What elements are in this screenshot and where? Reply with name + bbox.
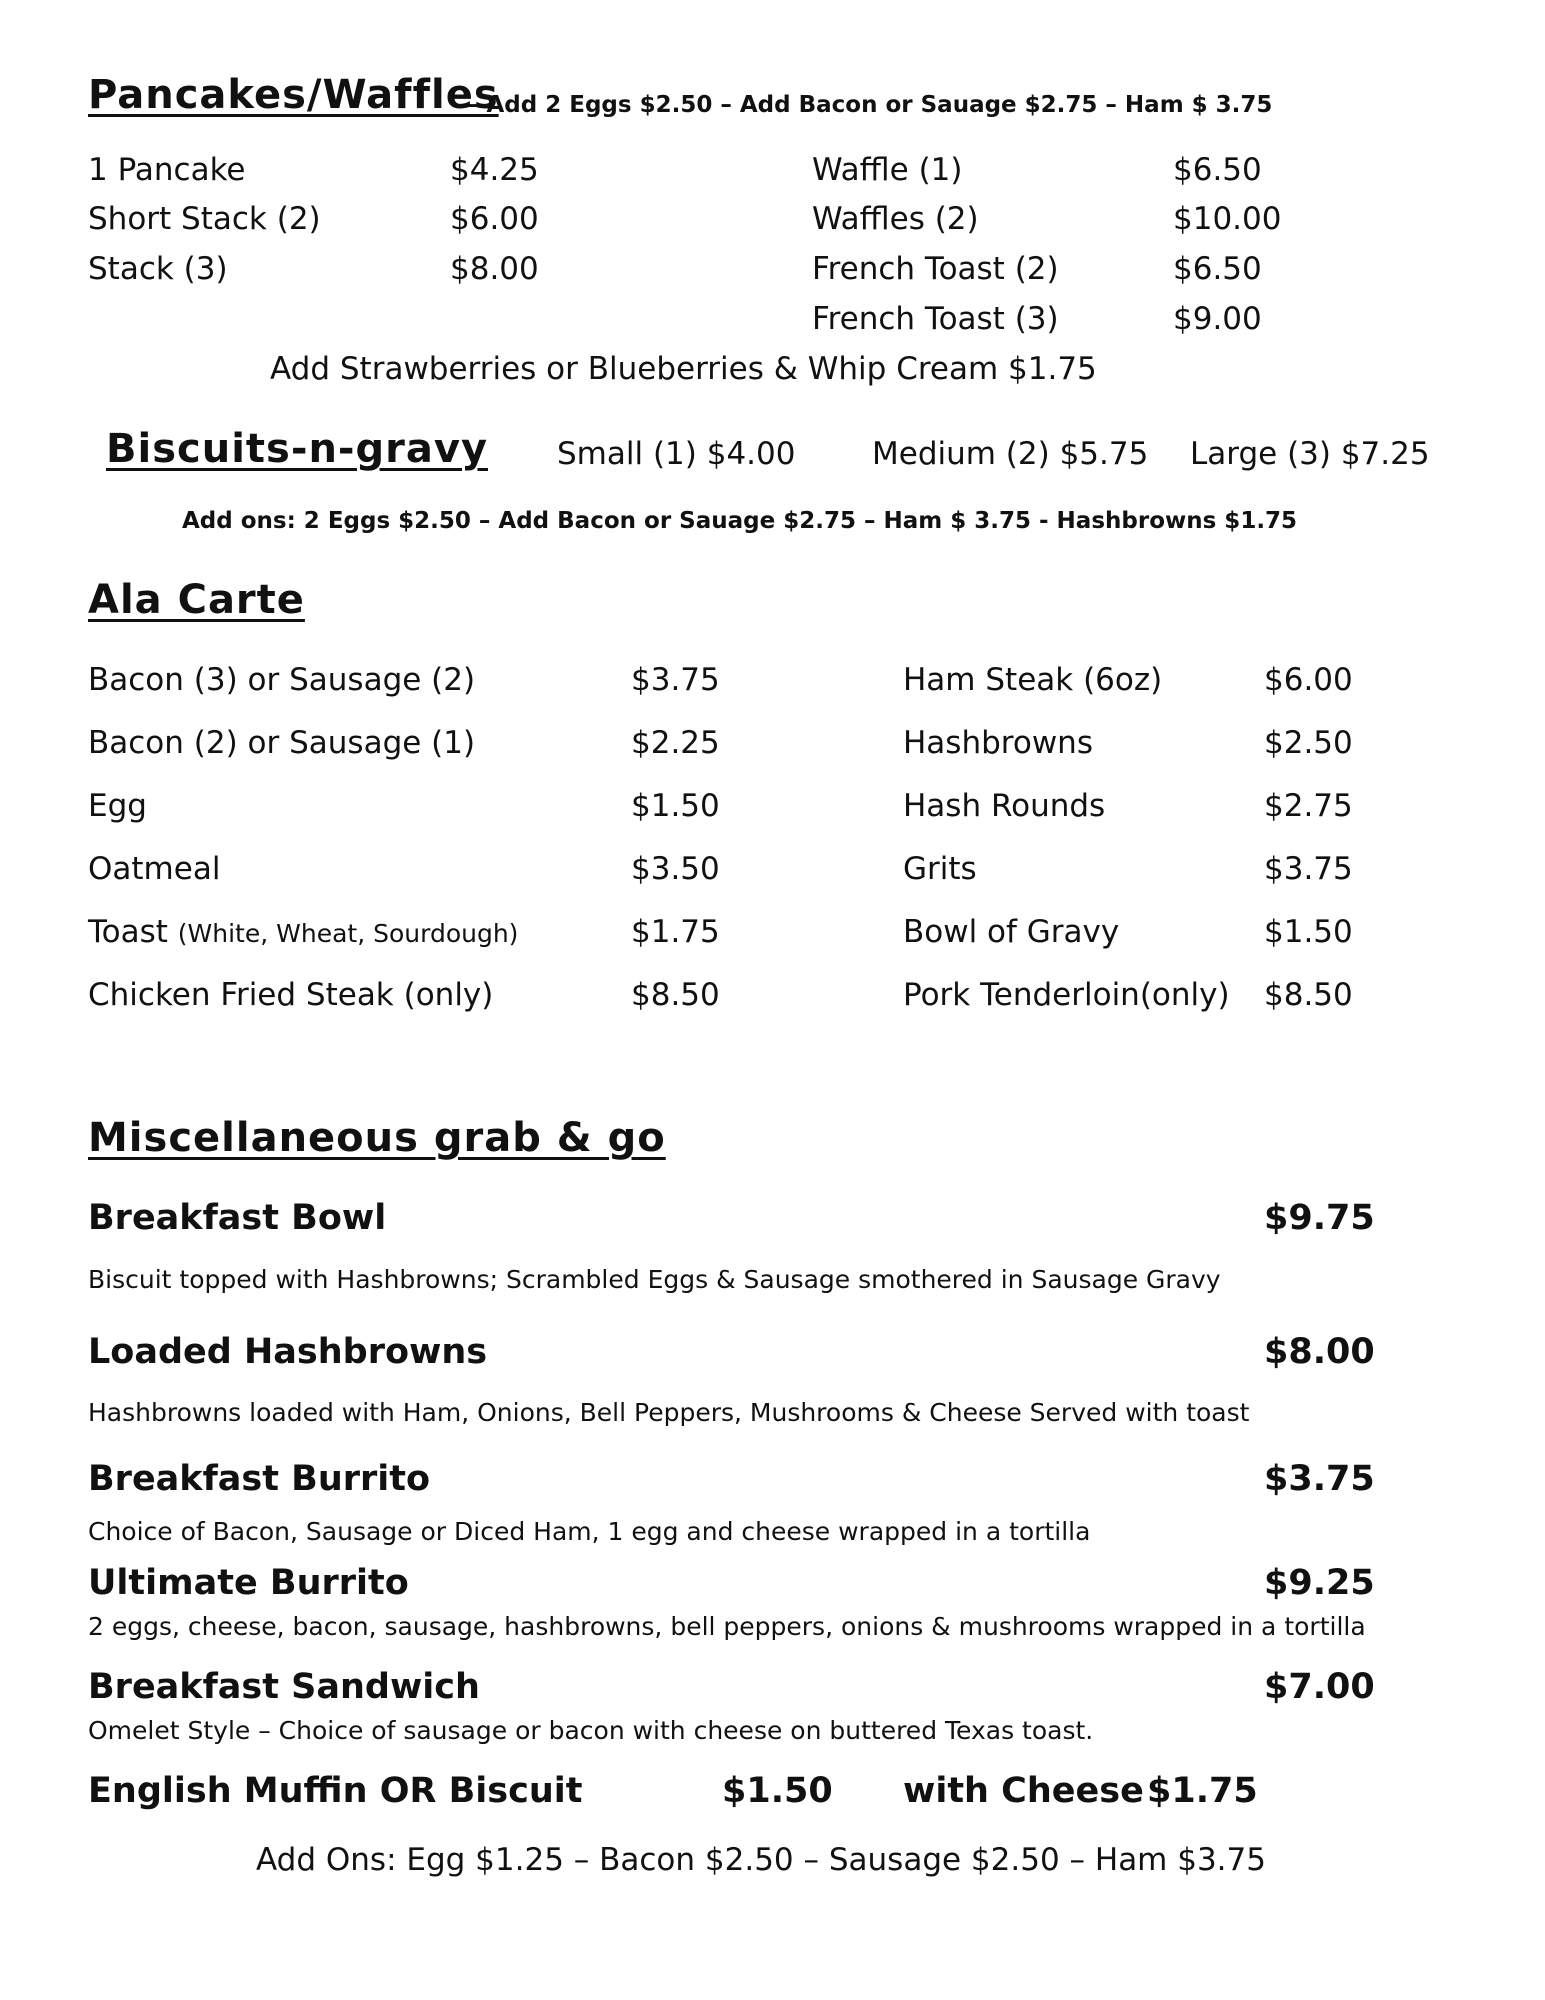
biscuits-medium: Medium (2) $5.75 (872, 436, 1149, 472)
menu-item-name: Pork Tenderloin(only) (903, 977, 1230, 1013)
menu-item-price: $10.00 (1173, 201, 1282, 237)
menu-item-name: Bowl of Gravy (903, 914, 1120, 950)
misc-item-name: Loaded Hashbrowns (88, 1332, 488, 1372)
menu-item-price: $6.50 (1173, 152, 1262, 188)
menu-item-name: Hashbrowns (903, 725, 1093, 761)
menu-item-name: Bacon (2) or Sausage (1) (88, 725, 476, 761)
menu-item-price: $6.00 (450, 201, 539, 237)
menu-item-price: $2.75 (1264, 788, 1353, 824)
menu-item-price: $6.50 (1173, 251, 1262, 287)
muffin-price: $1.50 (722, 1771, 833, 1811)
menu-item-name (88, 914, 518, 950)
misc-item-desc: Biscuit topped with Hashbrowns; Scrambled Eggs & Sausage smothered in Sausage Gravy (88, 1265, 1221, 1294)
misc-heading: Miscellaneous grab & go (88, 1115, 666, 1161)
misc-item-price: $9.75 (1264, 1198, 1375, 1238)
misc-item-price: $9.25 (1264, 1563, 1375, 1603)
menu-item-price: $2.50 (1264, 725, 1353, 761)
misc-item-name: Breakfast Sandwich (88, 1667, 480, 1707)
menu-item-price: $1.50 (631, 788, 720, 824)
misc-item-name: Breakfast Bowl (88, 1198, 387, 1238)
toast-name: Toast (88, 914, 168, 950)
menu-item-price: $6.00 (1264, 662, 1353, 698)
menu-item-name: French Toast (3) (812, 301, 1059, 337)
menu-item-name: 1 Pancake (88, 152, 246, 188)
menu-item-price: $4.25 (450, 152, 539, 188)
muffin-cheese-price: $1.75 (1147, 1771, 1258, 1811)
muffin-cheese-label: with Cheese (903, 1771, 1144, 1811)
menu-item-price: $3.75 (1264, 851, 1353, 887)
misc-item-desc: Omelet Style – Choice of sausage or bacon with cheese on buttered Texas toast. (88, 1716, 1094, 1745)
misc-item-desc: 2 eggs, cheese, bacon, sausage, hashbrowns, bell peppers, onions & mushrooms wrapped in a tortilla (88, 1612, 1366, 1641)
menu-item-name: Bacon (3) or Sausage (2) (88, 662, 476, 698)
misc-item-price: $3.75 (1264, 1459, 1375, 1499)
menu-item-price: $8.50 (1264, 977, 1353, 1013)
misc-item-price: $8.00 (1264, 1332, 1375, 1372)
menu-item-price: $8.50 (631, 977, 720, 1013)
menu-item-price: $8.00 (450, 251, 539, 287)
misc-item-name: Breakfast Burrito (88, 1459, 431, 1499)
misc-item-price: $7.00 (1264, 1667, 1375, 1707)
menu-item-name: Oatmeal (88, 851, 221, 887)
pancakes-heading: Pancakes/Waffles (88, 72, 499, 118)
menu-item-price: $9.00 (1173, 301, 1262, 337)
menu-item-name: Egg (88, 788, 147, 824)
biscuits-large: Large (3) $7.25 (1190, 436, 1430, 472)
menu-item-name: Waffle (1) (812, 152, 963, 188)
menu-item-price: $2.25 (631, 725, 720, 761)
misc-item-desc: Hashbrowns loaded with Ham, Onions, Bell Peppers, Mushrooms & Cheese Served with toast (88, 1398, 1250, 1427)
menu-item-price: $3.50 (631, 851, 720, 887)
toast-detail: (White, Wheat, Sourdough) (177, 919, 519, 948)
menu-item-name: Grits (903, 851, 977, 887)
menu-item-name: Waffles (2) (812, 201, 979, 237)
berries-note: Add Strawberries or Blueberries & Whip Cream $1.75 (270, 351, 1097, 387)
misc-item-desc: Choice of Bacon, Sausage or Diced Ham, 1 egg and cheese wrapped in a tortilla (88, 1517, 1091, 1546)
biscuits-small: Small (1) $4.00 (557, 436, 796, 472)
alacarte-heading: Ala Carte (88, 577, 305, 623)
misc-item-name: Ultimate Burrito (88, 1563, 409, 1603)
muffin-name: English Muffin OR Biscuit (88, 1771, 583, 1811)
menu-item-name: Chicken Fried Steak (only) (88, 977, 494, 1013)
menu-item-price: $3.75 (631, 662, 720, 698)
menu-item-name: Stack (3) (88, 251, 228, 287)
menu-item-price: $1.75 (631, 914, 720, 950)
menu-item-name: Ham Steak (6oz) (903, 662, 1163, 698)
pancakes-addons: – Add 2 Eggs $2.50 – Add Bacon or Sauage $2.75 – Ham $ 3.75 (467, 92, 1273, 118)
misc-addons: Add Ons: Egg $1.25 – Bacon $2.50 – Sausage $2.50 – Ham $3.75 (256, 1842, 1266, 1878)
menu-item-name: Hash Rounds (903, 788, 1106, 824)
menu-item-price: $1.50 (1264, 914, 1353, 950)
biscuits-heading: Biscuits-n-gravy (106, 426, 489, 472)
menu-item-name: French Toast (2) (812, 251, 1059, 287)
biscuits-addons: Add ons: 2 Eggs $2.50 – Add Bacon or Sauage $2.75 – Ham $ 3.75 - Hashbrowns $1.75 (182, 508, 1298, 534)
menu-item-name: Short Stack (2) (88, 201, 321, 237)
